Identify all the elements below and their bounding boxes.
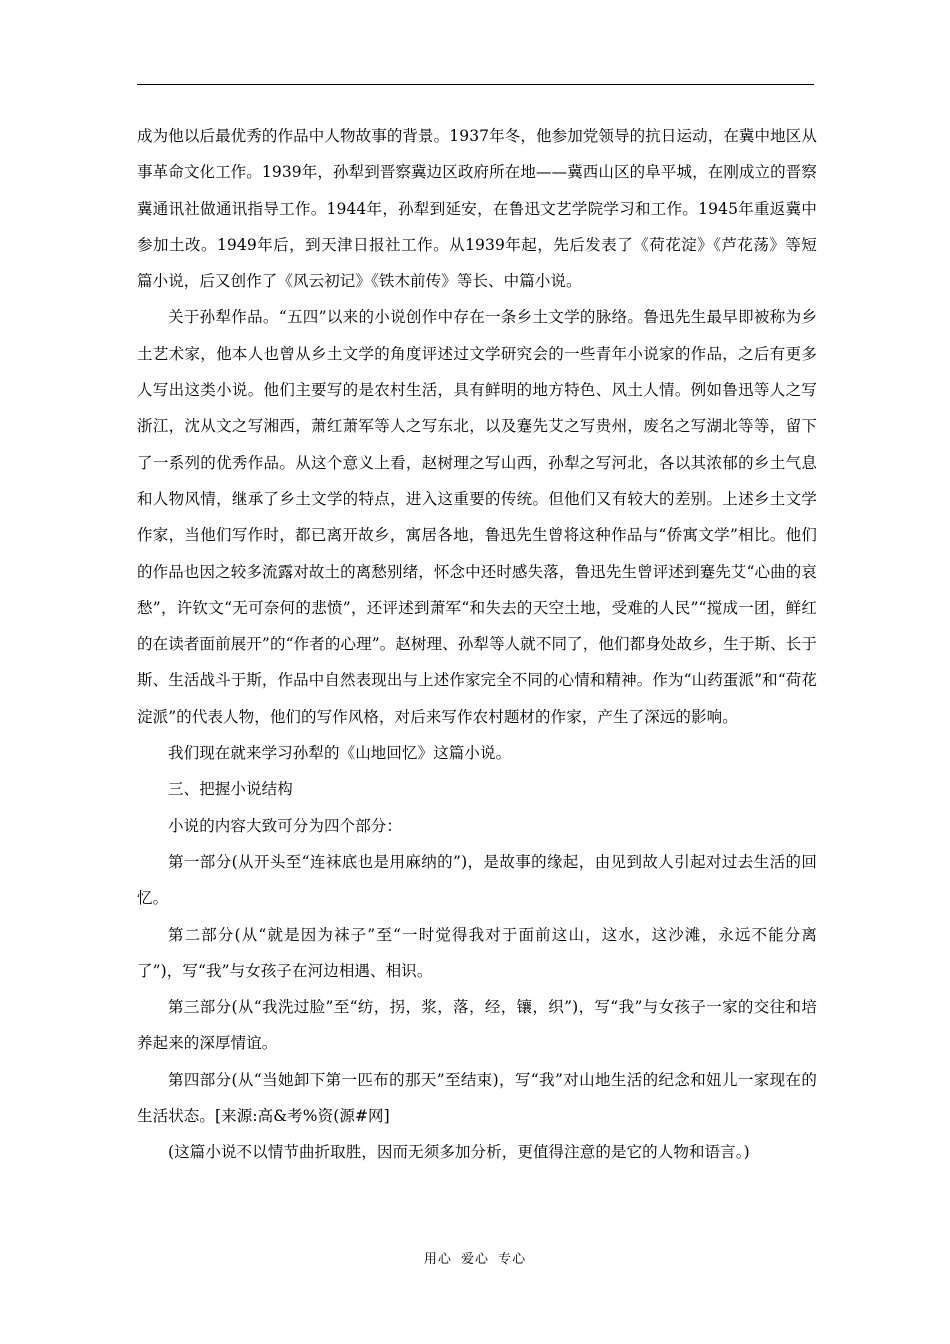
paragraph-author-bio: 成为他以后最优秀的作品中人物故事的背景。1937年冬，他参加党领导的抗日运动，在冀中地区从事革命文化工作。1939年，孙犁到晋察冀边区政府所在地——冀西山区的阜平城，在刚成立的晋察冀通讯社做通讯指导工作。1944年，孙犁到延安，在鲁迅文艺学院学习和工作。1945年重返冀中参加土改。1949年后，到天津日报社工作。从1939年起，先后发表了《荷花淀》《芦花荡》等短篇小说，后又创作了《风云初记》《铁木前传》等长、中篇小说。 [137,127,817,291]
paragraph-part-three: 第三部分(从“我洗过脸”至“纺，拐，浆，落，经，镶，织”)，写“我”与女孩子一家的交往和培养起来的深厚情谊。 [137,998,817,1053]
paragraph-intro-story: 我们现在就来学习孙犁的《山地回忆》这篇小说。 [168,744,512,763]
header-rule [137,84,814,85]
document-body [137,118,817,1171]
paragraph-part-four: 第四部分(从“当她卸下第一匹布的那天”至结束)，写“我”对山地生活的纪念和妞儿一家现在的生活状态。[来源:高&考%资(源#网] [137,1070,817,1126]
paragraph-about-works: 关于孙犁作品。“五四”以来的小说创作中存在一条乡土文学的脉络。鲁迅先生最早即被称为乡土艺术家，他本人也曾从乡土文学的角度评述过文学研究会的一些青年小说家的作品，之后有更多人写出这类小说。他们主要写的是农村生活，具有鲜明的地方特色、风土人情。例如鲁迅等人之写浙江，沈从文之写湘西，萧红萧军等人之写东北，以及蹇先艾之写贵州，废名之写湖北等等，留下了一系列的优秀作品。从这个意义上看，赵树理之写山西，孙犁之写河北，各以其浓郁的乡土气息和人物风情，继承了乡土文学的特点，进入这重要的传统。但他们又有较大的差别。上述乡土文学作家，当他们写作时，都已离开故乡，寓居各地，鲁迅先生曾将这种作品与“侨寓文学”相比。他们的作品也因之较多流露对故土的离愁别绪，怀念中还时感失落，鲁迅先生曾评述到蹇先艾“心曲的哀愁”，许钦文“无可奈何的悲愤”，还评述到萧军“和失去的天空土地，受难的人民”“搅成一团，鲜红的在读者面前展开”的“作者的心理”。赵树理、孙犁等人就不同了，他们都身处故乡，生于斯、长于斯、生活战斗于斯，作品中自然表现出与上述作家完全不同的心情和精神。作为“山药蛋派”和“荷花淀派”的代表人物，他们的写作风格，对后来写作农村题材的作家，产生了深远的影响。 [137,308,817,726]
paragraph-part-two: 第二部分(从“就是因为袜子”至“一时觉得我对于面前这山，这水，这沙滩，永远不能分离了”)，写“我”与女孩子在河边相遇、相识。 [137,925,817,980]
section-heading-structure: 三、把握小说结构 [168,780,293,799]
paragraph-part-one: 第一部分(从开头至“连袜底也是用麻纳的”)，是故事的缘起，由见到故人引起对过去生活的回忆。 [137,852,817,908]
paragraph-note: (这篇小说不以情节曲折取胜，因而无须多加分析，更值得注意的是它的人物和语言。) [168,1143,750,1162]
page-footer: 用心 爱心 专心 [423,1252,527,1267]
paragraph-structure-intro: 小说的内容大致可分为四个部分： [168,816,403,835]
